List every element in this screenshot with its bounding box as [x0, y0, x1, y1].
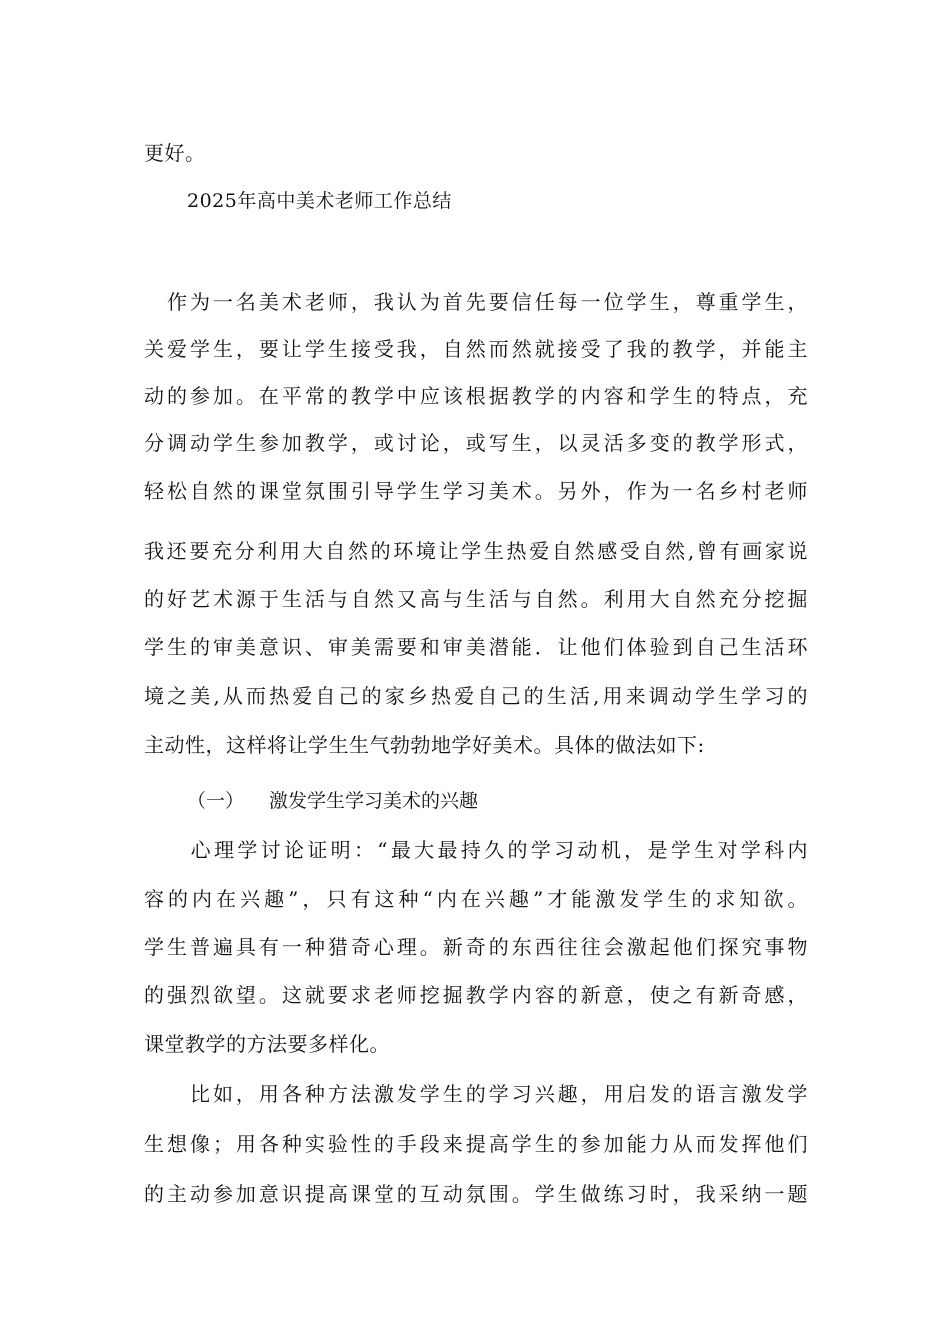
paragraph-line: 生想像；用各种实验性的手段来提高学生的参加能力从而发挥他们 — [144, 1132, 808, 1156]
paragraph-line: 的好艺术源于生活与自然又高与生活与自然。利用大自然充分挖掘 — [144, 587, 808, 611]
paragraph-line: 比如，用各种方法激发学生的学习兴趣，用启发的语言激发学 — [144, 1082, 808, 1106]
paragraph-line: 动的参加。在平常的教学中应该根据教学的内容和学生的特点，充 — [144, 384, 808, 408]
paragraph-line: 学生的审美意识、审美需要和审美潜能．让他们体验到自己生活环 — [144, 635, 808, 659]
section-title: 激发学生学习美术的兴趣 — [269, 790, 479, 812]
paragraph-line: 境之美,从而热爱自己的家乡热爱自己的生活,用来调动学生学习的 — [144, 684, 808, 708]
section-number: （一） — [187, 790, 245, 812]
paragraph-line: 容的内在兴趣”，只有这种“内在兴趣”才能激发学生的求知欲。 — [144, 887, 808, 911]
paragraph-line: 课堂教学的方法要多样化。 — [144, 1032, 390, 1056]
document-title: 2025年高中美术老师工作总结 — [187, 190, 452, 212]
paragraph-line: 关爱学生，要让学生接受我，自然而然就接受了我的教学，并能主 — [144, 337, 808, 361]
paragraph-line: 心理学讨论证明：“最大最持久的学习动机，是学生对学科内 — [144, 838, 808, 862]
paragraph-line: 作为一名美术老师，我认为首先要信任每一位学生，尊重学生， — [144, 290, 808, 314]
paragraph-line: 轻松自然的课堂氛围引导学生学习美术。另外，作为一名乡村老师 — [144, 479, 808, 503]
paragraph-line: 的强烈欲望。这就要求老师挖掘教学内容的新意，使之有新奇感， — [144, 983, 808, 1007]
paragraph-line: 我还要充分利用大自然的环境让学生热爱自然感受自然,曾有画家说 — [144, 539, 808, 563]
paragraph-line: 主动性，这样将让学生生气勃勃地学好美术。具体的做法如下: — [144, 733, 705, 757]
paragraph-line: 分调动学生参加教学，或讨论，或写生，以灵活多变的教学形式， — [144, 431, 808, 455]
previous-page-tail: 更好。 — [144, 141, 206, 165]
paragraph-line: 的主动参加意识提高课堂的互动氛围。学生做练习时，我采纳一题 — [144, 1182, 808, 1206]
section-heading — [187, 788, 478, 814]
paragraph-line: 学生普遍具有一种猎奇心理。新奇的东西往往会激起他们探究事物 — [144, 935, 808, 959]
